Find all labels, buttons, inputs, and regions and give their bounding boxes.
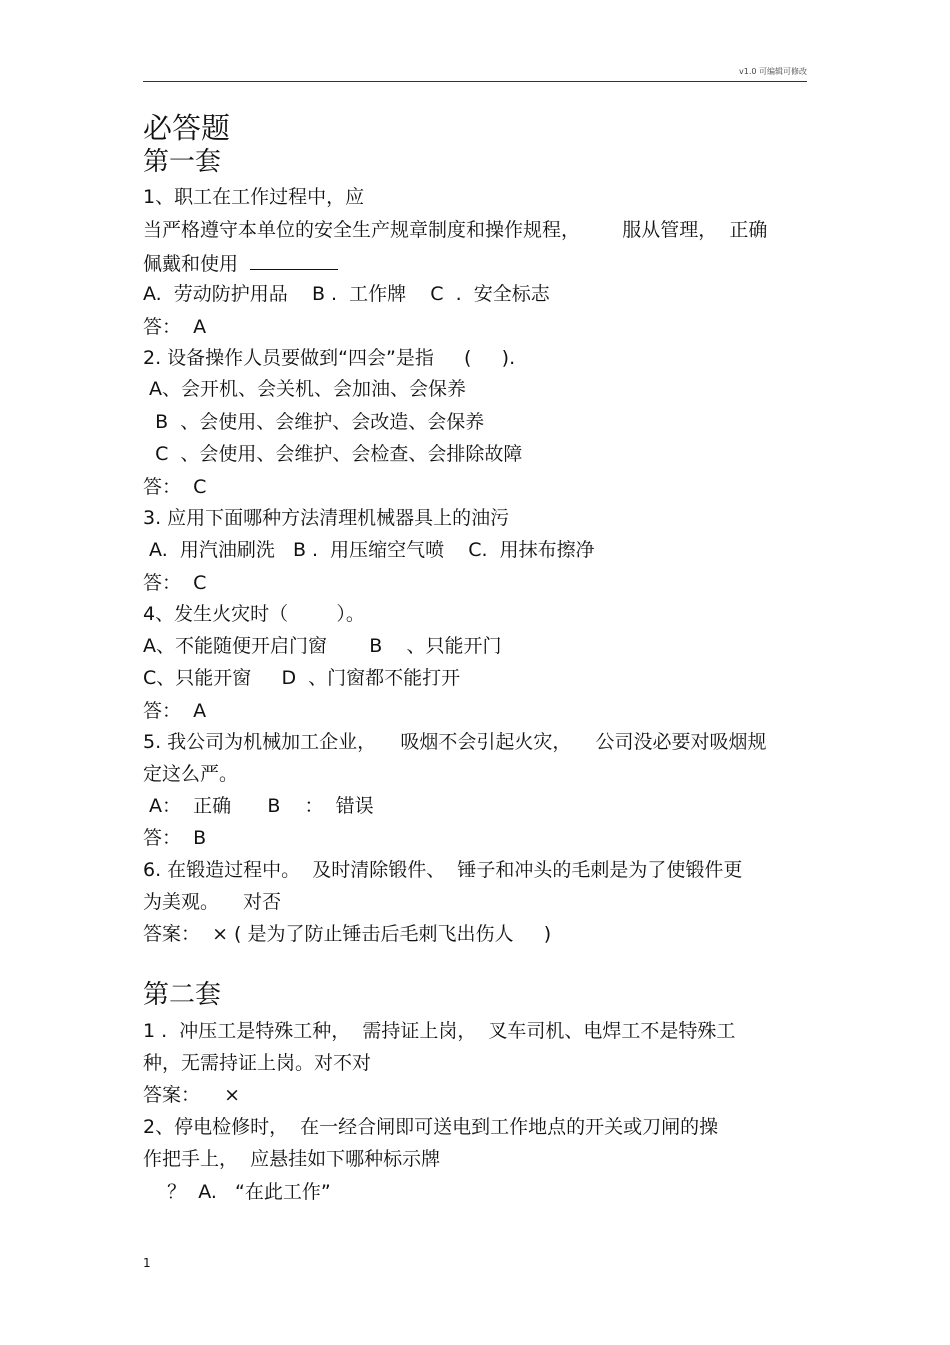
question-4-options-ab: A、不能随便开启门窗 B 、只能开门 — [143, 635, 502, 657]
set1-title: 第一套 — [143, 147, 222, 177]
question-2-option-a: A、会开机、会关机、会加油、会保养 — [143, 378, 467, 400]
question-2: 2. 设备操作人员要做到“四会”是指 ( ). — [143, 347, 516, 369]
question-5-line-1: 5. 我公司为机械加工企业， 吸烟不会引起火灾， 公司没必要对吸烟规 — [143, 731, 767, 753]
question-1-line-3-text: 佩戴和使用 — [143, 253, 239, 275]
question-5-answer: 答： B — [143, 827, 207, 849]
question-2-option-c: C 、会使用、会维护、会检查、会排除故障 — [143, 443, 523, 465]
question-1-answer: 答： A — [143, 316, 207, 338]
set2-question-1-line-1: 1 . 冲压工是特殊工种， 需持证上岗， 叉车司机、电焊工不是特殊工 — [143, 1020, 736, 1042]
question-2-option-b: B 、会使用、会维护、会改造、会保养 — [143, 411, 485, 433]
answer-blank — [250, 252, 338, 270]
set2-question-2-line-2: 作把手上， 应悬挂如下哪种标示牌 — [143, 1148, 441, 1170]
question-4-answer: 答： A — [143, 700, 207, 722]
question-3: 3. 应用下面哪种方法清理机械器具上的油污 — [143, 507, 510, 529]
page-number: 1 — [143, 1256, 151, 1270]
set2-question-2-line-1: 2、停电检修时， 在一经合闸即可送电到工作地点的开关或刀闸的操 — [143, 1116, 719, 1138]
question-5-line-2: 定这么严。 — [143, 763, 239, 785]
header-divider — [143, 81, 807, 82]
header-version-text: v1.0 可编辑可修改 — [739, 67, 807, 76]
set2-title: 第二套 — [143, 980, 222, 1010]
question-2-answer: 答： C — [143, 476, 207, 498]
question-4: 4、发生火灾时（ ）。 — [143, 603, 365, 625]
set2-question-2-option-a: ？ A. “在此工作” — [143, 1181, 331, 1203]
question-6-answer: 答案： × ( 是为了防止锤击后毛刺飞出伤人 ) — [143, 923, 552, 945]
question-3-answer: 答： C — [143, 572, 207, 594]
question-5-options: A： 正确 B ： 错误 — [143, 795, 374, 817]
page-title: 必答题 — [143, 111, 231, 145]
question-1-line-2: 当严格遵守本单位的安全生产规章制度和操作规程， 服从管理， 正确 — [143, 219, 768, 241]
question-4-options-cd: C、只能开窗 D 、门窗都不能打开 — [143, 667, 461, 689]
question-6-line-2: 为美观。 对否 — [143, 891, 282, 913]
question-6-line-1: 6. 在锻造过程中。 及时清除锻件、 锤子和冲头的毛刺是为了使锻件更 — [143, 859, 743, 881]
question-3-options: A. 用汽油刷洗 B . 用压缩空气喷 C. 用抹布擦净 — [143, 539, 595, 561]
set2-question-1-line-2: 种，无需持证上岗。对不对 — [143, 1052, 372, 1074]
question-1-line-1: 1、职工在工作过程中，应 — [143, 186, 365, 208]
question-1-line-3 — [143, 252, 338, 274]
set2-question-1-answer: 答案： × — [143, 1084, 241, 1106]
question-1-options: A. 劳动防护用品 B . 工作牌 C . 安全标志 — [143, 283, 550, 305]
